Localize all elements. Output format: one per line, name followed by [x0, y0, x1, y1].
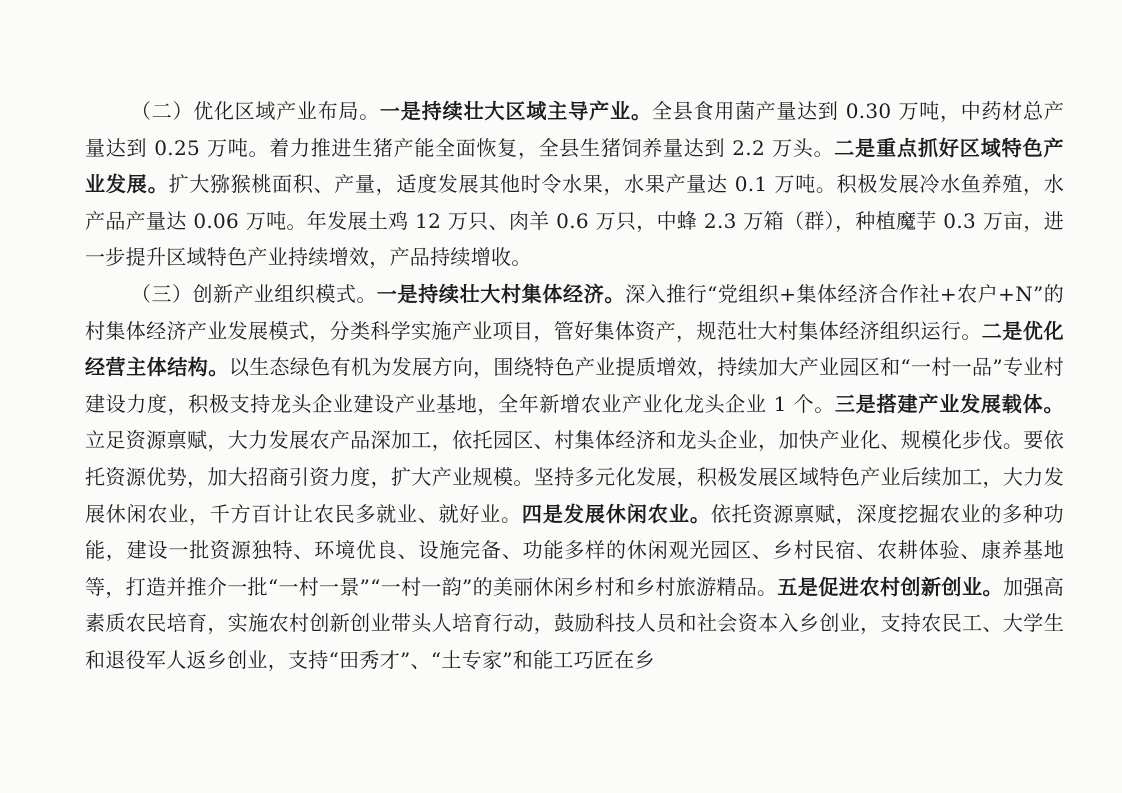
- body-text: 加强高素质农民培育，实施农村创新创业带头人培育行动，鼓励科技人员和社会资本入乡创业，支持农民工、大学生和退役军人返乡创业，支持“田秀才”、“土专家”和能工巧匠在乡: [85, 574, 1065, 672]
- key-point: 二是重点抓好区域特色产业发展。: [85, 135, 1065, 197]
- body-text: 依托资源禀赋，深度挖掘农业的多种功能，建设一批资源独特、环境优良、设施完备、功能多样的休闲观光园区、乡村民宿、农耕体验、康养基地等，打造并推介一批“一村一景”“一村一韵”的美丽休闲乡村和乡村旅游精品。: [85, 501, 1064, 599]
- body-text: 以生态绿色有机为发展方向，围绕特色产业提质增效，持续加大产业园区和“一村一品”专业村建设力度，积极支持龙头企业建设产业基地，全年新增农业产业化龙头企业 1 个。: [85, 355, 1064, 416]
- body-text: 扩大猕猴桃面积、产量，适度发展其他时令水果，水果产量达 0.1 万吨。积极发展冷水鱼养殖，水产品产量达 0.06 万吨。年发展土鸡 12 万只、肉羊 0.6 万只，中蜂 2.3 万箱（群），种植魔芋 0.3 万亩，进一步提升区域特色产业持续增效，产品持续增收。: [85, 172, 1064, 270]
- section-heading: （三）创新产业组织模式。: [131, 281, 377, 306]
- section-heading: （二）优化区域产业布局。: [131, 99, 380, 123]
- body-text: 立足资源禀赋，大力发展农产品深加工，依托园区、村集体经济和龙头企业，加快产业化、规模化步伐。要依托资源优势，加大招商引资力度，扩大产业规模。坚持多元化发展，积极发展区域特色产业后续加工，大力发展休闲农业，千方百计让农民多就业、就好业。: [85, 428, 1064, 526]
- body-text: 深入推行“党组织+集体经济合作社+农户+N”的村集体经济产业发展模式，分类科学实施产业项目，管好集体资产，规范壮大村集体经济组织运行。: [85, 281, 1065, 343]
- paragraph-optimize-regional-industry: [85, 93, 1064, 276]
- body-text: 全县食用菌产量达到 0.30 万吨，中药材总产量达到 0.25 万吨。着力推进生猪产能全面恢复，全县生猪饲养量达到 2.2 万头。: [85, 99, 1064, 160]
- key-point: 一是持续壮大区域主导产业。: [379, 99, 652, 123]
- key-point: 三是搭建产业发展载体。: [834, 391, 1064, 416]
- paragraph-innovate-industry-organization: [85, 276, 1064, 679]
- key-point: 五是促进农村创新创业。: [777, 574, 1004, 599]
- key-point: 一是持续壮大村集体经济。: [376, 281, 626, 306]
- key-point: 二是优化经营主体结构。: [85, 318, 1065, 380]
- key-point: 四是发展休闲农业。: [521, 501, 711, 526]
